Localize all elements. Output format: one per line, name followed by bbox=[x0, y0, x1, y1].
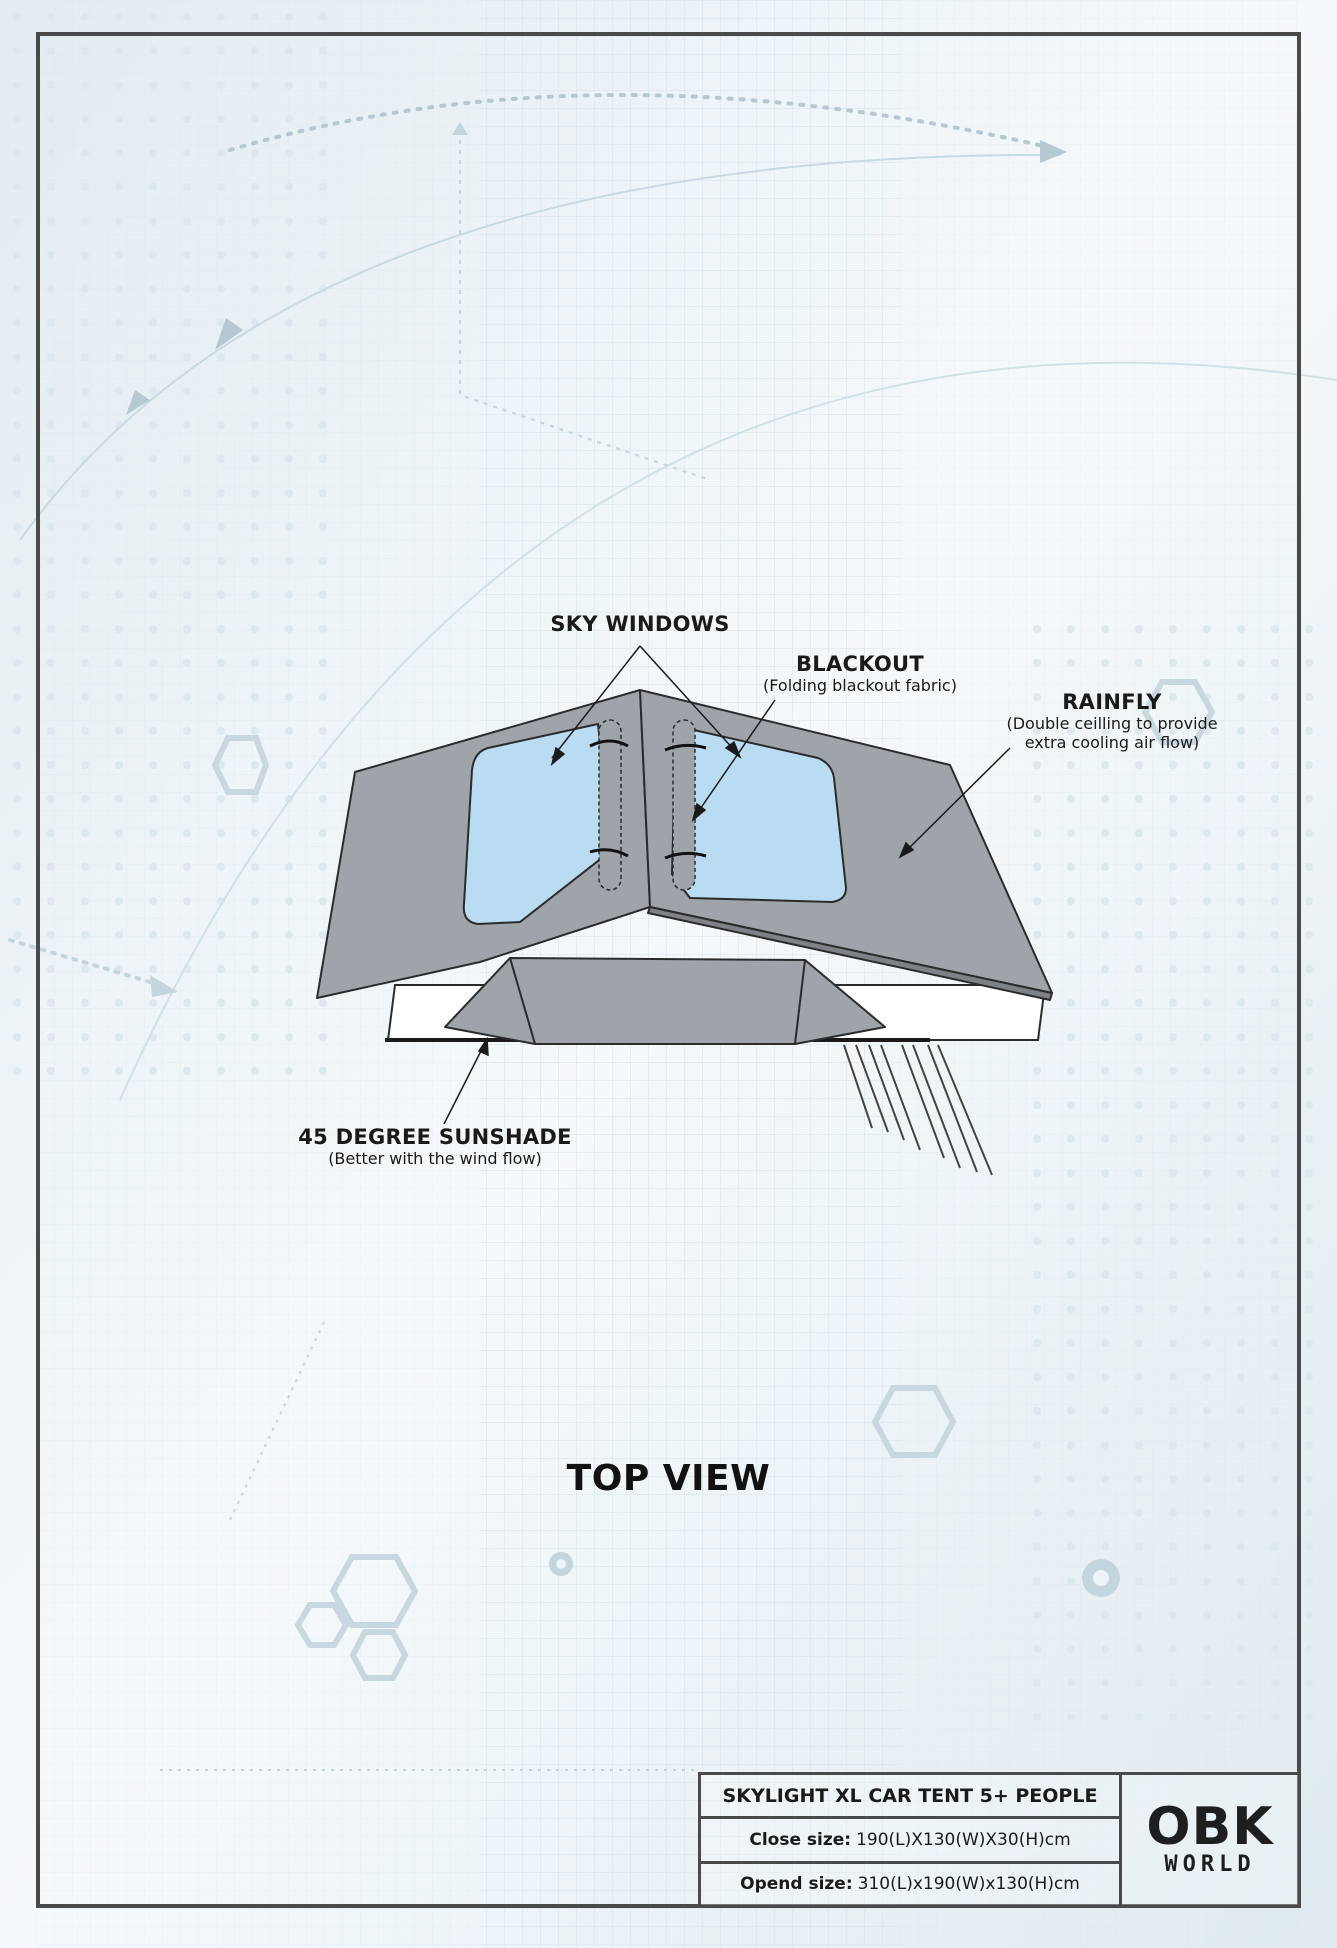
callout-sunshade-title: 45 DEGREE SUNSHADE bbox=[298, 1125, 572, 1149]
sunshade-panel bbox=[445, 958, 885, 1044]
callout-blackout-title: BLACKOUT bbox=[795, 652, 924, 676]
logo-line1: OBK bbox=[1146, 1797, 1274, 1857]
callout-rainfly bbox=[992, 690, 1232, 752]
ladder-icon bbox=[844, 1045, 992, 1175]
callout-blackout bbox=[740, 652, 980, 695]
open-size-value: 310(L)x190(W)x130(H)cm bbox=[857, 1874, 1080, 1895]
product-name: SKYLIGHT XL CAR TENT 5+ PEOPLE bbox=[701, 1775, 1119, 1819]
callout-blackout-subtitle: (Folding blackout fabric) bbox=[763, 676, 957, 695]
close-size-value: 190(L)X130(W)X30(H)cm bbox=[856, 1829, 1071, 1850]
callout-sunshade bbox=[295, 1125, 575, 1168]
callout-rainfly-subtitle-1: (Double ceilling to provide bbox=[1006, 714, 1218, 733]
open-size-label: Opend size: bbox=[740, 1874, 853, 1895]
callout-rainfly-title: RAINFLY bbox=[1062, 690, 1162, 714]
callout-sky-windows bbox=[540, 612, 740, 636]
callout-sunshade-subtitle: (Better with the wind flow) bbox=[328, 1149, 542, 1168]
brand-logo bbox=[1122, 1775, 1298, 1905]
callout-sky-windows-title: SKY WINDOWS bbox=[550, 612, 730, 636]
close-size-label: Close size: bbox=[749, 1829, 852, 1850]
spec-table bbox=[701, 1775, 1122, 1905]
close-size-row bbox=[701, 1819, 1119, 1863]
view-title: TOP VIEW bbox=[566, 1458, 771, 1499]
open-size-row bbox=[701, 1864, 1119, 1905]
spec-title-block bbox=[698, 1772, 1301, 1908]
logo-line2: WORLD bbox=[1164, 1852, 1256, 1877]
callout-rainfly-subtitle-2: extra cooling air flow) bbox=[1024, 733, 1200, 752]
